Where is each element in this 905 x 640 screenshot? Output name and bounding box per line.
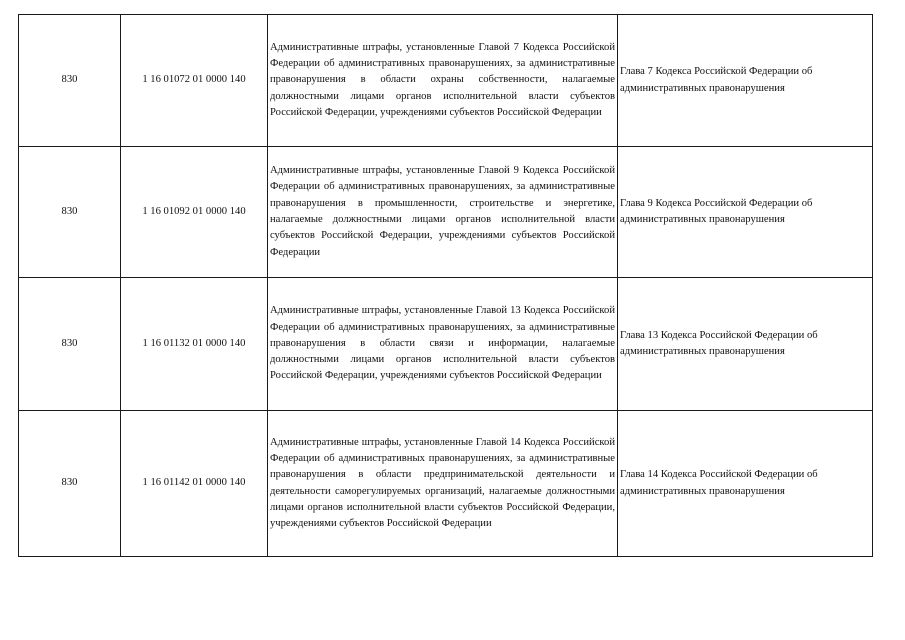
budget-code-cell: 1 16 01072 01 0000 140 <box>121 15 268 147</box>
admin-code-cell: 830 <box>19 15 121 147</box>
legal-basis-cell: Глава 9 Кодекса Российской Федерации об административных правонарушения <box>618 147 873 278</box>
admin-code-cell: 830 <box>19 147 121 278</box>
admin-code-cell: 830 <box>19 411 121 557</box>
budget-code-cell: 1 16 01092 01 0000 140 <box>121 147 268 278</box>
legal-basis-cell: Глава 14 Кодекса Российской Федерации об административных правонарушения <box>618 411 873 557</box>
table-row <box>19 278 873 411</box>
table-row <box>19 411 873 557</box>
revenue-codes-table <box>18 14 873 557</box>
legal-basis-cell: Глава 13 Кодекса Российской Федерации об административных правонарушения <box>618 278 873 411</box>
table-row <box>19 15 873 147</box>
revenue-name-cell: Административные штрафы, установленные Главой 13 Кодекса Российской Федерации об административных правонарушениях, за административные правонарушения в области связи и информации, налагаемые должностными лицами органов исполнительной власти субъектов Российской Федерации, учреждениями субъектов Российской Федерации <box>268 278 618 411</box>
table-row <box>19 147 873 278</box>
revenue-name-cell: Административные штрафы, установленные Главой 9 Кодекса Российской Федерации об административных правонарушениях, за административные правонарушения в промышленности, строительстве и энергетике, налагаемые должностными лицами органов исполнительной власти субъектов Российской Федерации, учреждениями субъектов Российской Федерации <box>268 147 618 278</box>
budget-code-cell: 1 16 01132 01 0000 140 <box>121 278 268 411</box>
legal-basis-cell: Глава 7 Кодекса Российской Федерации об административных правонарушения <box>618 15 873 147</box>
revenue-name-cell: Административные штрафы, установленные Главой 14 Кодекса Российской Федерации об административных правонарушениях, за административные правонарушения в области предпринимательской деятельности и деятельности саморегулируемых организаций, налагаемые должностными лицами органов исполнительной власти субъектов Российской Федерации, учреждениями субъектов Российской Федерации <box>268 411 618 557</box>
revenue-name-cell: Административные штрафы, установленные Главой 7 Кодекса Российской Федерации об административных правонарушениях, за административные правонарушения в области охраны собственности, налагаемые должностными лицами органов исполнительной власти субъектов Российской Федерации, учреждениями субъектов Российской Федерации <box>268 15 618 147</box>
admin-code-cell: 830 <box>19 278 121 411</box>
budget-code-cell: 1 16 01142 01 0000 140 <box>121 411 268 557</box>
